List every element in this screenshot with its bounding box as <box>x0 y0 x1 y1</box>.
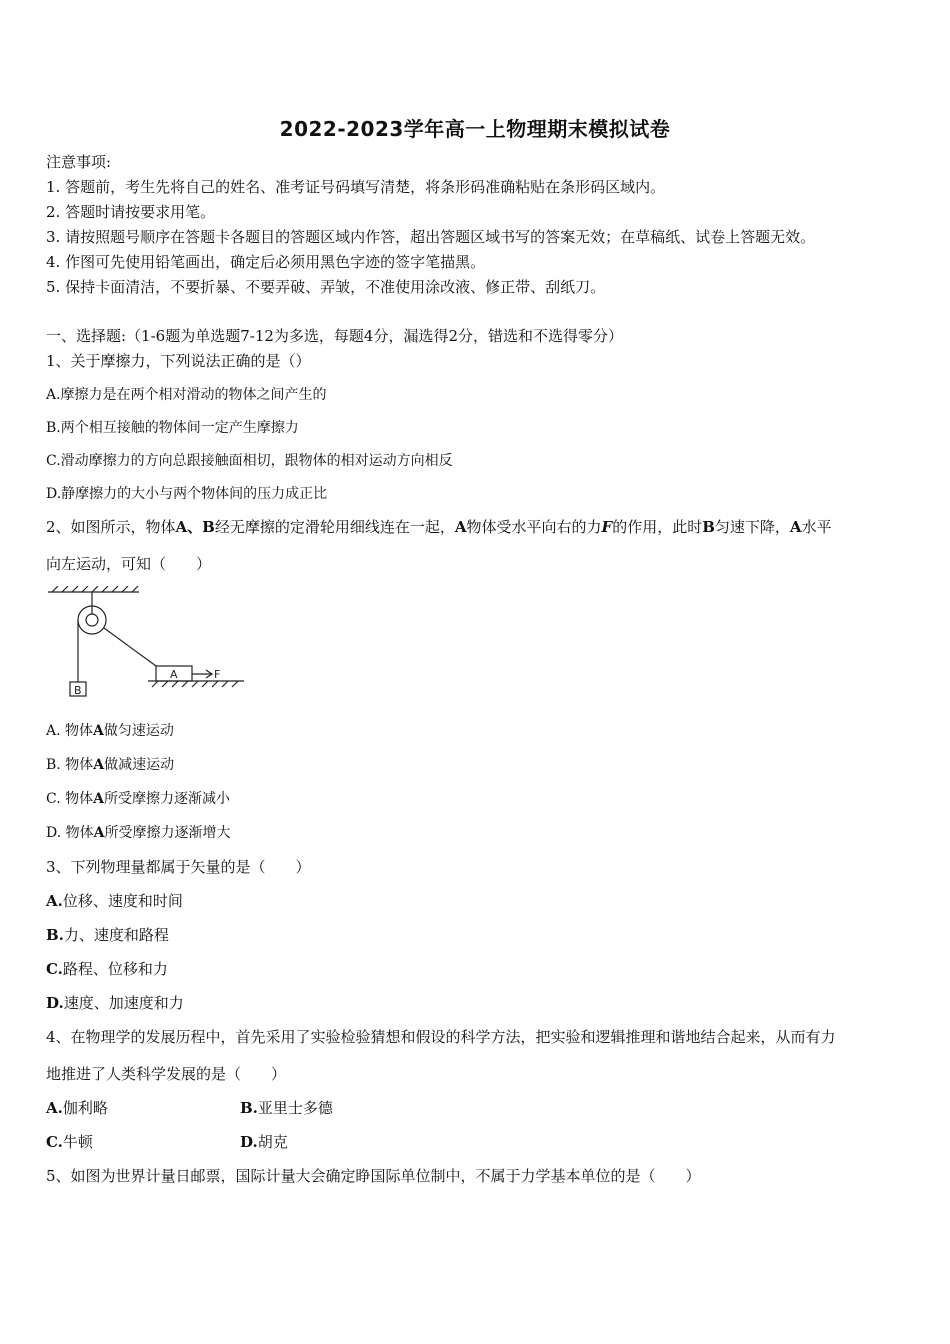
question-2-option-b: B. 物体A做减速运动 <box>46 757 175 773</box>
question-3-option-c: C.路程、位移和力 <box>46 960 168 978</box>
question-2-option-a: A. 物体A做匀速运动 <box>46 723 174 739</box>
question-1-option-d: D.静摩擦力的大小与两个物体间的压力成正比 <box>46 486 328 502</box>
question-1-option-c: C.滑动摩擦力的方向总跟接触面相切，跟物体的相对运动方向相反 <box>46 453 453 469</box>
notice-item: 1. 答题前，考生先将自己的姓名、准考证号码填写清楚，将条形码准确粘贴在条形码区域内。 <box>46 178 666 196</box>
question-3-option-a: A.位移、速度和时间 <box>46 892 183 910</box>
question-2-option-c: C. 物体A所受摩擦力逐渐减小 <box>46 791 230 807</box>
notice-item: 2. 答题时请按要求用笔。 <box>46 203 216 221</box>
notice-item: 5. 保持卡面清洁，不要折暴、不要弄破、弄皱，不准使用涂改液、修正带、刮纸刀。 <box>46 278 606 296</box>
question-1-option-b: B.两个相互接触的物体间一定产生摩擦力 <box>46 420 299 436</box>
question-2-option-d: D. 物体A所受摩擦力逐渐增大 <box>46 825 231 841</box>
question-4-option-d: D.胡克 <box>240 1133 288 1151</box>
section-heading: 一、选择题:（1-6题为单选题7-12为多选，每题4分，漏选得2分，错选和不选得零分） <box>46 327 623 345</box>
question-1-option-a: A.摩擦力是在两个相对滑动的物体之间产生的 <box>46 387 327 403</box>
notice-heading: 注意事项: <box>46 153 112 171</box>
question-5-stem: 5、如图为世界计量日邮票，国际计量大会确定睁国际单位制中，不属于力学基本单位的是（ ） <box>46 1167 701 1185</box>
question-3-option-d: D.速度、加速度和力 <box>46 994 184 1012</box>
rope-to-a <box>104 628 156 666</box>
label-force: F <box>214 668 221 681</box>
question-2-stem-line2: 向左运动，可知（ ） <box>46 555 212 573</box>
pulley-diagram <box>44 586 249 698</box>
pulley-axle <box>86 614 98 626</box>
label-block-b: B <box>74 684 82 697</box>
ground-hatching <box>152 681 238 687</box>
question-2-stem: 2、如图所示，物体A、B经无摩擦的定滑轮用细线连在一起，A物体受水平向右的力F的作用，此时B匀速下降，A水平 <box>46 518 832 536</box>
question-3-option-b: B.力、速度和路程 <box>46 926 169 944</box>
question-3-stem: 3、下列物理量都属于矢量的是（ ） <box>46 858 311 876</box>
ceiling-hatching <box>52 586 138 592</box>
question-4-stem: 4、在物理学的发展历程中，首先采用了实验检验猜想和假设的科学方法，把实验和逻辑推理和谐地结合起来，从而有力 <box>46 1028 836 1046</box>
question-4-option-c: C.牛顿 <box>46 1133 93 1151</box>
page-title: 2022-2023学年高一上物理期末模拟试卷 <box>279 117 671 141</box>
question-4-option-a: A.伽利略 <box>46 1099 108 1117</box>
question-4-option-b: B.亚里士多德 <box>240 1099 333 1117</box>
question-1-stem: 1、关于摩擦力，下列说法正确的是（） <box>46 352 311 370</box>
question-4-stem-line2: 地推进了人类科学发展的是（ ） <box>46 1065 287 1083</box>
notice-item: 4. 作图可先使用铅笔画出，确定后必须用黑色字迹的签字笔描黑。 <box>46 253 486 271</box>
notice-item: 3. 请按照题号顺序在答题卡各题目的答题区域内作答，超出答题区域书写的答案无效；在草稿纸、试卷上答题无效。 <box>46 228 816 246</box>
label-block-a: A <box>170 668 178 681</box>
